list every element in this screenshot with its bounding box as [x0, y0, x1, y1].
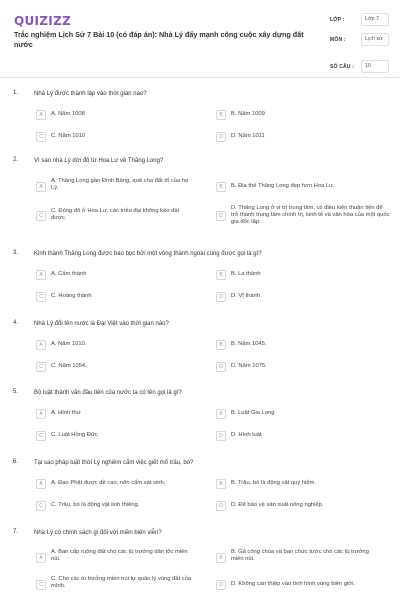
- option-text: B. La thành: [231, 271, 261, 277]
- subject-label: MÔN :: [330, 37, 346, 43]
- question-text: Bộ luật thành văn đầu tiên của nước ta có tên gọi là gì?: [34, 390, 182, 396]
- option-text: A. Năm 1010.: [51, 341, 87, 347]
- option-letter-box: C: [36, 431, 46, 441]
- option-letter-box: B: [216, 270, 226, 280]
- option-letter-box: C: [36, 362, 46, 372]
- option-text: B. Luật Gia Long: [231, 410, 275, 416]
- worksheet-title: Trắc nghiệm Lịch Sử 7 Bài 10 (có đáp án): Nhà Lý đẩy mạnh công cuộc xây dựng đất nước: [14, 30, 304, 49]
- option-text: C. Đóng đô ở Hoa Lư, các triều đại không kéo dài được.: [51, 208, 179, 222]
- question-number: 3.: [13, 250, 19, 256]
- option-text: B. Năm 1009: [231, 111, 265, 117]
- option-text: B. Năm 1045.: [231, 341, 267, 347]
- count-label: SỐ CÂU :: [330, 64, 355, 70]
- quizizz-logo: QUIZIZZ: [14, 14, 72, 28]
- option-letter-box: A: [36, 270, 46, 280]
- option-letter-box: D: [216, 580, 226, 590]
- option-letter-box: A: [36, 553, 46, 563]
- grade-row: [330, 13, 394, 33]
- option-letter-box: C: [36, 580, 46, 590]
- option-letter-box: D: [216, 211, 226, 221]
- option-text: C. Năm 1054.: [51, 363, 87, 369]
- option-text: D. Vĩ thành: [231, 293, 261, 299]
- option-text: D. Không can thiệp vào tình hình vùng biên giới.: [231, 581, 356, 587]
- option-letter-box: A: [36, 340, 46, 350]
- grade-label: LỚP :: [330, 17, 345, 23]
- option-text: C. Năm 1010: [51, 133, 86, 139]
- option-text: D. Năm 1011: [231, 133, 265, 139]
- worksheet-header: [0, 0, 400, 78]
- option-text: A. Thăng Long gần Đình Bảng, quê cha đất tổ của họ Lý.: [51, 178, 189, 192]
- option-letter-box: C: [36, 211, 46, 221]
- option-text: D. Năm 1075.: [231, 363, 267, 369]
- question-text: Tại sao pháp luật thời Lý nghiêm cấm việc giết mổ trâu, bò?: [34, 460, 194, 466]
- option-letter-box: D: [216, 431, 226, 441]
- question-text: Nhà Lý có chính sách gì đối với miền biên viễn?: [34, 530, 162, 536]
- question-number: 6.: [13, 459, 19, 465]
- question-text: Nhà Lý đổi tên nước là Đại Việt vào thời gian nào?: [34, 321, 169, 327]
- subject-value: Lịch sử: [361, 33, 389, 46]
- grade-value: Lớp 7: [361, 13, 389, 26]
- option-letter-box: B: [216, 110, 226, 120]
- question-number: 7.: [13, 529, 19, 535]
- option-letter-box: B: [216, 340, 226, 350]
- option-text: C. Trâu, bò là động vật linh thiêng.: [51, 502, 140, 508]
- option-letter-box: D: [216, 362, 226, 372]
- worksheet-meta: [330, 13, 394, 80]
- option-text: A. Đạo Phật được đề cao, nên cấm sát sinh.: [51, 480, 166, 486]
- count-row: [330, 60, 394, 80]
- option-letter-box: D: [216, 292, 226, 302]
- option-letter-box: B: [216, 553, 226, 563]
- option-text: A. Cấm thành: [51, 271, 87, 277]
- option-text: A. Hình thư: [51, 410, 81, 416]
- question-text: Vì sao nhà Lý dời đô từ Hoa Lư về Thăng Long?: [34, 158, 164, 164]
- option-text: D. Hình luật: [231, 432, 262, 438]
- option-text: C. Hoàng thành: [51, 293, 92, 299]
- option-letter-box: C: [36, 132, 46, 142]
- option-letter-box: D: [216, 501, 226, 511]
- option-letter-box: B: [216, 409, 226, 419]
- option-text: C. Luật Hồng Đức: [51, 432, 98, 438]
- question-number: 2.: [13, 157, 19, 163]
- option-letter-box: B: [216, 479, 226, 489]
- count-value: 10: [361, 60, 389, 73]
- option-text: D. Thăng Long ở vị trí trung tâm, có điều kiện thuận tiện để trở thành trung tâm chính trị, kinh tế và văn hóa của một quốc gia độc lập.: [231, 205, 390, 226]
- option-text: B. Gả công chúa và ban chức tước cho các tù trưởng miền núi.: [231, 549, 369, 563]
- option-text: A. Ban cấp ruộng đất cho các tù trưởng dân tộc miền núi.: [51, 549, 188, 563]
- option-text: A. Năm 1008: [51, 111, 85, 117]
- question-number: 1.: [13, 90, 19, 96]
- option-text: B. Trâu, bò là động vật quý hiếm.: [231, 480, 317, 486]
- subject-row: [330, 33, 394, 60]
- option-letter-box: B: [216, 182, 226, 192]
- option-letter-box: C: [36, 501, 46, 511]
- option-text: C. Cho các tù trưởng miền núi tự quản lý vùng đất của mình.: [51, 576, 192, 590]
- option-text: D. Để bảo vệ sản xuất nông nghiệp.: [231, 502, 324, 508]
- option-letter-box: A: [36, 182, 46, 192]
- question-text: Nhà Lý được thành lập vào thời gian nào?: [34, 91, 147, 97]
- option-letter-box: D: [216, 132, 226, 142]
- question-number: 5.: [13, 389, 19, 395]
- option-letter-box: C: [36, 292, 46, 302]
- question-number: 4.: [13, 320, 19, 326]
- option-letter-box: A: [36, 409, 46, 419]
- option-letter-box: A: [36, 479, 46, 489]
- option-letter-box: A: [36, 110, 46, 120]
- option-text: B. Địa thế Thăng Long đẹp hơn Hoa Lư.: [231, 183, 335, 189]
- question-text: Kinh thành Thăng Long được bao bọc bởi một vòng thành ngoài cùng được gọi là gì?: [34, 251, 262, 257]
